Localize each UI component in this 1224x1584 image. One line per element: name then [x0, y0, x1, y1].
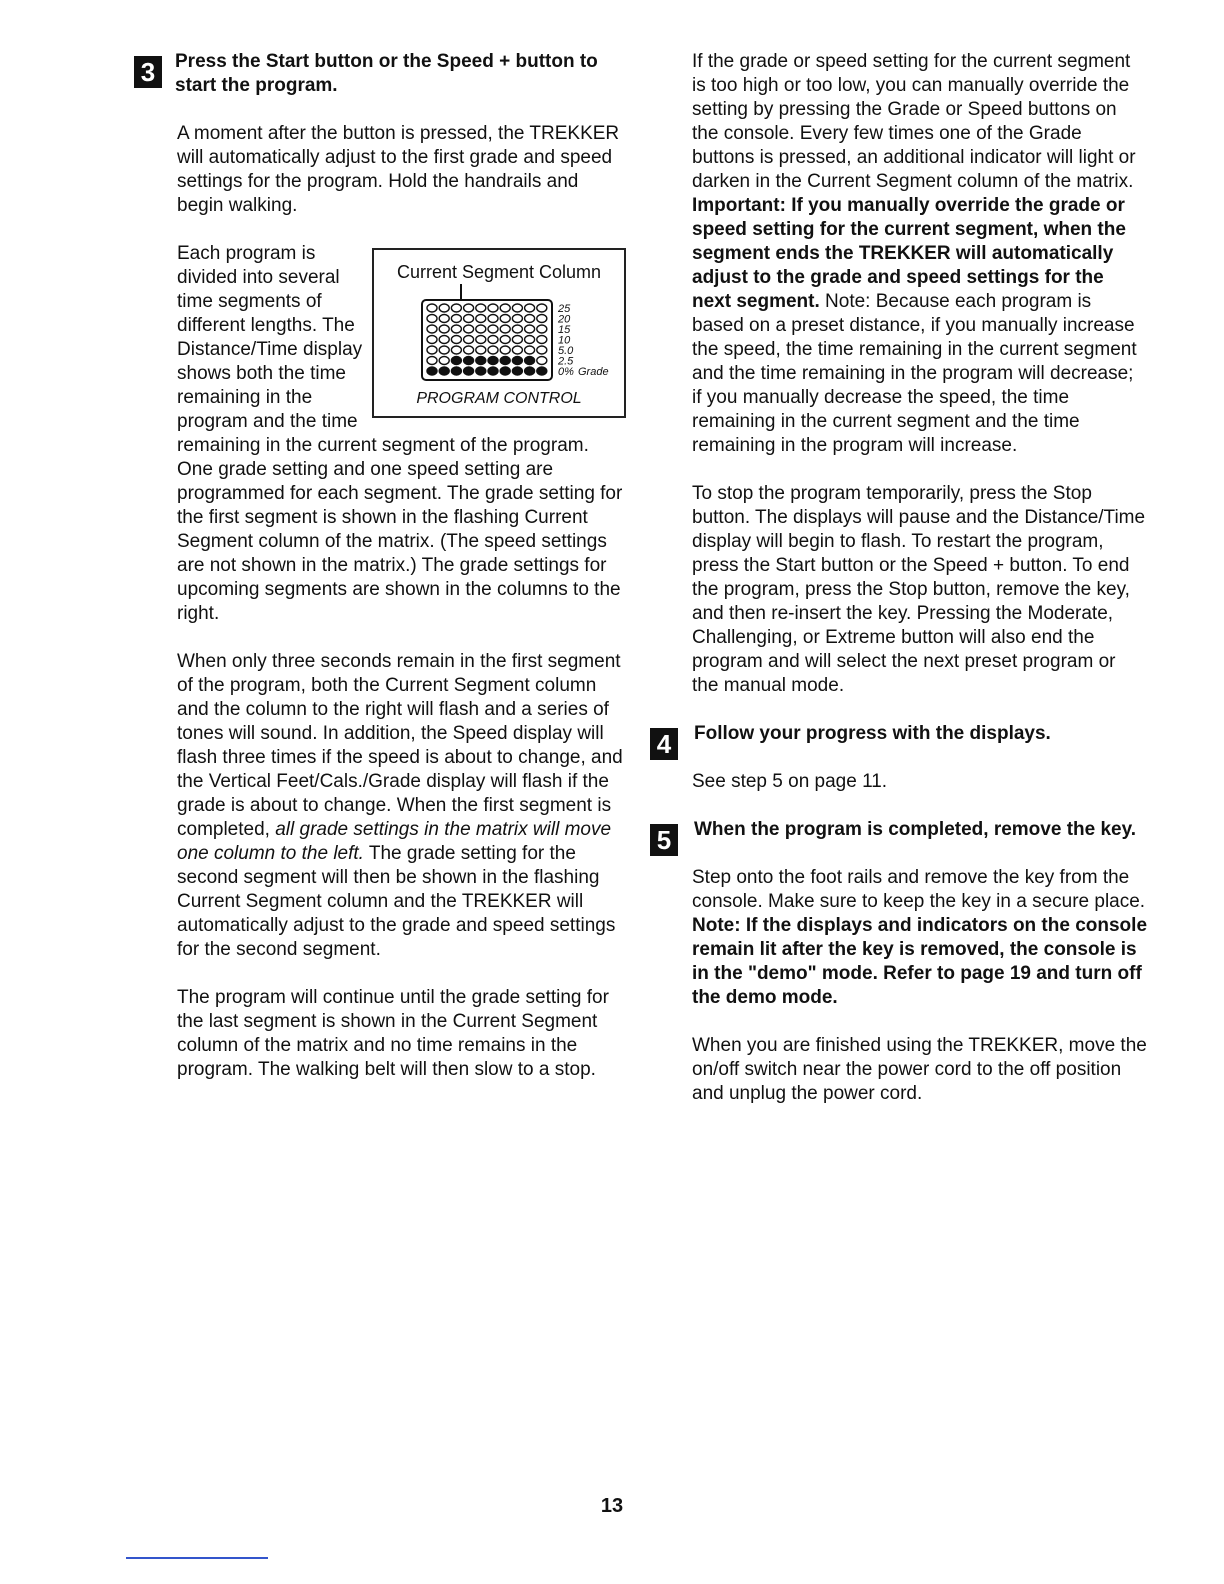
- step-3-paragraph-4: The program will continue until the grade setting for the last segment is shown in the Current Segment column of the matrix and no time remains in the program. The walking belt will then slow to a stop.: [177, 987, 609, 1080]
- matrix-indicator-dot: [512, 336, 522, 344]
- step-3-paragraph-1: A moment after the button is pressed, the TREKKER will automatically adjust to the first grade and speed settings for the program. Hold the handrails and begin walking.: [177, 123, 620, 216]
- matrix-indicator-dot: [427, 367, 437, 375]
- figure-title: Current Segment Column: [396, 262, 602, 282]
- step-4-number-badge: 4: [650, 728, 678, 760]
- matrix-indicator-dot: [439, 346, 449, 354]
- step-5-heading: [642, 818, 1147, 855]
- paragraph-3-text-b: The grade setting for the second segment will then be shown in the flashing Current Segment column and the TREKKER will automatically adjust to the grade and speed settings for the second segment.: [177, 843, 616, 960]
- matrix-indicator-dot: [512, 325, 522, 333]
- matrix-indicator-dot: [525, 336, 535, 344]
- matrix-indicator-dot: [512, 315, 522, 323]
- override-text-b: Note: Because each program is based on a preset distance, if you manually increase the speed, the time remaining in the current segment and the time remaining in the program will decrease; if you manually decrease the speed, the time remaining in the current segment and the time remaining in the program will increase.: [692, 291, 1137, 456]
- matrix-indicator-dot: [464, 315, 474, 323]
- matrix-indicator-dot: [476, 304, 486, 312]
- step-3-heading-text: Press the Start button or the Speed + button to start the program.: [175, 51, 598, 96]
- matrix-indicator-dot: [476, 367, 486, 375]
- footer-rule: [126, 1557, 268, 1559]
- matrix-indicator-dot: [488, 357, 498, 365]
- matrix-indicator-dot: [476, 325, 486, 333]
- matrix-indicator-dot: [464, 336, 474, 344]
- step-5-text-a: Step onto the foot rails and remove the key from the console. Make sure to keep the key in a secure place.: [692, 867, 1146, 912]
- matrix-indicator-dot: [525, 367, 535, 375]
- matrix-indicator-dot: [488, 315, 498, 323]
- matrix-indicator-dot: [525, 304, 535, 312]
- override-text-a: If the grade or speed setting for the current segment is too high or too low, you can manually override the setting by pressing the Grade or Speed buttons on the console. Every few times one of the Grade buttons is pressed, an additional indicator will light or darken in the Current Segment column of the matrix.: [692, 51, 1136, 192]
- matrix-indicator-dot: [427, 346, 437, 354]
- matrix-indicator-dot: [476, 357, 486, 365]
- matrix-indicator-dot: [488, 346, 498, 354]
- matrix-indicator-dot: [525, 325, 535, 333]
- matrix-indicator-dot: [537, 357, 547, 365]
- left-column: [130, 50, 630, 1106]
- matrix-indicator-dot: [451, 346, 461, 354]
- right-column: [642, 50, 1147, 1130]
- matrix-indicator-dot: [427, 357, 437, 365]
- matrix-indicator-dot: [500, 304, 510, 312]
- matrix-indicator-dot: [476, 336, 486, 344]
- step-5-paragraph-2: When you are finished using the TREKKER, move the on/off switch near the power cord to the off position and unplug the power cord.: [692, 1035, 1147, 1104]
- matrix-indicator-dot: [512, 367, 522, 375]
- matrix-indicator-dot: [500, 315, 510, 323]
- grade-word-label: Grade: [578, 366, 609, 378]
- matrix-indicator-dot: [500, 336, 510, 344]
- step-4-heading-text: Follow your progress with the displays.: [694, 723, 1051, 744]
- matrix-indicator-dot: [464, 357, 474, 365]
- matrix-indicator-dot: [464, 304, 474, 312]
- paragraph-3-italic: all grade settings in the matrix will move one column to the left.: [177, 819, 612, 864]
- step-3-paragraph-2: [130, 242, 630, 626]
- grade-label: 0%: [558, 366, 574, 378]
- matrix-indicator-dot: [500, 367, 510, 375]
- matrix-indicator-dot: [488, 367, 498, 375]
- matrix-indicator-dot: [476, 346, 486, 354]
- matrix-diagram: [374, 250, 624, 416]
- step-3-paragraph-2-text: Each program is divided into several time segments of different lengths. The Distance/Time display shows both the time remaining in the program and the time remaining in the current segment of the program. One grade setting and one speed setting are programmed for each segment. The grade setting for the first segment is shown in the flashing Current Segment column of the matrix. (The speed settings are not shown in the matrix.) The grade settings for upcoming segments are shown in the columns to the right.: [177, 243, 623, 624]
- matrix-indicator-dot: [439, 304, 449, 312]
- matrix-indicator-dot: [488, 304, 498, 312]
- matrix-indicator-dot: [500, 346, 510, 354]
- matrix-indicator-dot: [537, 336, 547, 344]
- matrix-indicator-dot: [451, 325, 461, 333]
- matrix-indicator-dot: [537, 346, 547, 354]
- grade-label: 5.0: [558, 345, 574, 357]
- override-paragraph: [642, 50, 1147, 458]
- matrix-indicator-dot: [525, 357, 535, 365]
- matrix-indicator-dot: [427, 325, 437, 333]
- matrix-indicator-dot: [537, 367, 547, 375]
- paragraph-3-text-a: When only three seconds remain in the first segment of the program, both the Current Segment column and the column to the right will flash and a series of tones will sound. In addition, the Speed display will flash three times if the speed is about to change, and the Vertical Feet/Cals./Grade display will flash if the grade is about to change. When the first segment is completed,: [177, 651, 623, 840]
- matrix-indicator-dot: [464, 367, 474, 375]
- step-4-heading: [642, 722, 1147, 759]
- step-4-paragraph: See step 5 on page 11.: [692, 771, 888, 792]
- matrix-indicator-dot: [439, 336, 449, 344]
- step-3-heading: [130, 50, 630, 98]
- matrix-indicator-dot: [427, 336, 437, 344]
- matrix-indicator-dot: [439, 315, 449, 323]
- matrix-indicator-dot: [488, 325, 498, 333]
- matrix-indicator-dot: [512, 304, 522, 312]
- matrix-indicator-dot: [451, 315, 461, 323]
- page-number: 13: [600, 1495, 624, 1517]
- matrix-indicator-dot: [488, 336, 498, 344]
- matrix-indicator-dot: [500, 357, 510, 365]
- step-3-number-badge: 3: [134, 56, 162, 88]
- grade-label: 25: [558, 303, 571, 315]
- matrix-indicator-dot: [451, 304, 461, 312]
- matrix-indicator-dot: [427, 315, 437, 323]
- step-5-heading-text: When the program is completed, remove the key.: [694, 819, 1137, 840]
- grade-labels: [557, 303, 609, 378]
- matrix-indicator-dot: [427, 304, 437, 312]
- matrix-indicator-dot: [439, 357, 449, 365]
- matrix-indicator-dot: [476, 315, 486, 323]
- matrix-indicator-dot: [451, 336, 461, 344]
- matrix-indicator-dot: [439, 367, 449, 375]
- matrix-indicator-dot: [451, 357, 461, 365]
- stop-program-paragraph: To stop the program temporarily, press the Stop button. The displays will pause and the Distance/Time display will begin to flash. To restart the program, press the Start button or the Speed + button. To end the program, press the Stop button, remove the key, and then re-insert the key. Pressing the Moderate, Challenging, or Extreme button will also end the program and will select the next preset program or the manual mode.: [692, 483, 1146, 696]
- matrix-indicator-dot: [500, 325, 510, 333]
- matrix-indicator-dot: [525, 315, 535, 323]
- grade-label: 2.5: [558, 355, 574, 368]
- matrix-indicator-dot: [464, 346, 474, 354]
- step-5-paragraph-1: [642, 866, 1147, 1010]
- program-control-figure: [372, 248, 626, 418]
- matrix-indicator-dot: [451, 367, 461, 375]
- matrix-indicator-dot: [512, 357, 522, 365]
- matrix-indicator-dot: [512, 346, 522, 354]
- step-5-number-badge: 5: [650, 824, 678, 856]
- matrix-indicator-dot: [464, 325, 474, 333]
- matrix-indicator-dot: [537, 325, 547, 333]
- grade-label: 10: [558, 334, 571, 347]
- matrix-indicator-dot: [525, 346, 535, 354]
- matrix-indicator-dot: [537, 304, 547, 312]
- matrix-indicator-dot: [439, 325, 449, 333]
- step-5-note-text: Note: If the displays and indicators on the console remain lit after the key is removed, the console is in the "demo" mode. Refer to page 19 and turn off the demo mode.: [692, 915, 1148, 1008]
- override-important-text: Important: If you manually override the grade or speed setting for the current segment, when the segment ends the TREKKER will automatically adjust to the grade and speed settings for the next segment.: [692, 195, 1126, 312]
- step-3-paragraph-3: [130, 650, 630, 962]
- figure-caption: PROGRAM CONTROL: [416, 390, 582, 407]
- matrix-indicator-dot: [537, 315, 547, 323]
- grade-label: 15: [558, 324, 571, 336]
- grade-label: 20: [558, 313, 571, 326]
